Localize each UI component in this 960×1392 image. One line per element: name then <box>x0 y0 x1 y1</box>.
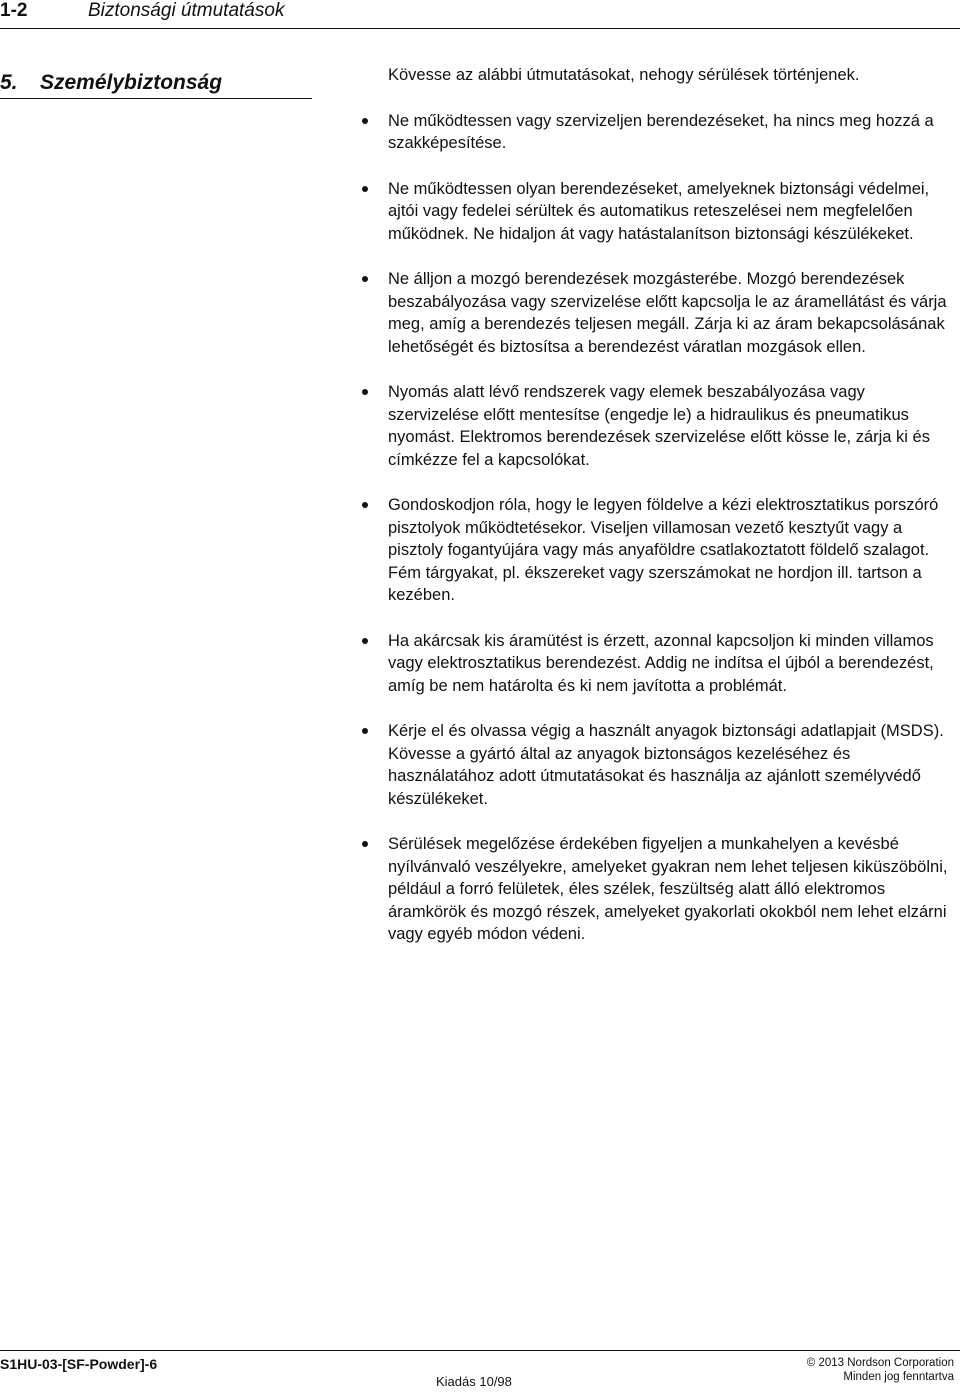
list-item-text: Ne működtessen vagy szervizeljen berendezéseket, ha nincs meg hozzá a szakképesítése. <box>388 111 934 152</box>
page-number: 1-2 <box>0 0 28 21</box>
list-item-text: Nyomás alatt lévő rendszerek vagy elemek beszabályozása vagy szervizelése előtt mentesítse (engedje le) a hidraulikus és pneumatikus nyomást. Elektromos berendezések szervizelése előtt kösse le, zárja ki és címkézze fel a kapcsolókat. <box>388 383 930 469</box>
list-item <box>360 381 955 471</box>
section-heading <box>0 68 312 99</box>
bullet-icon <box>362 841 368 847</box>
page-footer <box>0 1350 960 1392</box>
list-item <box>360 494 955 607</box>
section-title: Személybiztonság <box>40 71 223 94</box>
copyright-text: © 2013 Nordson Corporation <box>806 1357 954 1369</box>
page-header <box>0 0 960 32</box>
list-item-text: Ne működtessen olyan berendezéseket, amelyeknek biztonsági védelmei, ajtói vagy fedelei sérültek és automatikus reteszelései nem megfelelően működnek. Ne hidaljon át vagy hatástalanítson biztonsági készülékeket. <box>388 179 930 243</box>
list-item <box>360 268 955 358</box>
list-item <box>360 630 955 698</box>
bullet-icon <box>362 276 368 282</box>
section-number: 5. <box>0 71 18 94</box>
list-item-text: Gondoskodjon róla, hogy le legyen földelve a kézi elektrosztatikus porszóró pisztolyok működtetésekor. Viseljen villamosan vezető kesztyűt vagy a pisztoly fogantyújára vagy más anyaföldre csatlakoztatott földelő szalagot. Fém tárgyakat, pl. ékszereket vagy szerszámokat ne hordjon ill. tartson a kezében. <box>388 496 939 604</box>
list-item <box>360 833 955 946</box>
bullet-list <box>360 110 955 946</box>
rights-text: Minden jog fenntartva <box>843 1371 954 1383</box>
bullet-icon <box>362 728 368 734</box>
bullet-icon <box>362 118 368 124</box>
list-item-text: Ne álljon a mozgó berendezések mozgásterébe. Mozgó berendezések beszabályozása vagy szervizelése előtt kapcsolja le az áramellátást és várja meg, amíg a berendezés teljesen megáll. Zárja ki az áram bekapcsolásának lehetőségét és biztosítsa a berendezést váratlan mozgások ellen. <box>388 270 947 356</box>
list-item-text: Kérje el és olvassa végig a használt anyagok biztonsági adatlapjait (MSDS). Kövesse a gyártó által az anyagok biztonságos kezeléséhez és használatához adott útmutatásokat és használja az ajánlott személyvédő készülékeket. <box>388 722 944 808</box>
issue-date: Kiadás 10/98 <box>436 1374 512 1389</box>
footer-rule <box>0 1350 960 1351</box>
list-item <box>360 720 955 810</box>
bullet-icon <box>362 502 368 508</box>
copyright-block <box>807 1356 954 1384</box>
bullet-icon <box>362 638 368 644</box>
chapter-title: Biztonsági útmutatások <box>88 0 285 21</box>
document-code: S1HU-03-[SF-Powder]-6 <box>0 1356 158 1372</box>
section-content <box>360 64 955 969</box>
list-item <box>360 178 955 246</box>
list-item <box>360 110 955 155</box>
list-item-text: Sérülések megelőzése érdekében figyeljen a munkahelyen a kevésbé nyílvánvaló veszélyekre, amelyeket gyakran nem lehet teljesen kiküszöbölni, például a forró felületek, éles szélek, feszültség alatt álló elektromos áramkörök és mozgó részek, amelyeket gyakorlati okokból nem lehet elzárni vagy egyéb módon védeni. <box>388 835 948 943</box>
header-rule <box>0 28 960 29</box>
bullet-icon <box>362 186 368 192</box>
list-item-text: Ha akárcsak kis áramütést is érzett, azonnal kapcsoljon ki minden villamos vagy elektrosztatikus berendezést. Addig ne indítsa el újból a berendezést, amíg be nem határolta és ki nem javította a problémát. <box>388 631 934 695</box>
intro-paragraph: Kövesse az alábbi útmutatásokat, nehogy sérülések történjenek. <box>388 66 860 84</box>
bullet-icon <box>362 389 368 395</box>
